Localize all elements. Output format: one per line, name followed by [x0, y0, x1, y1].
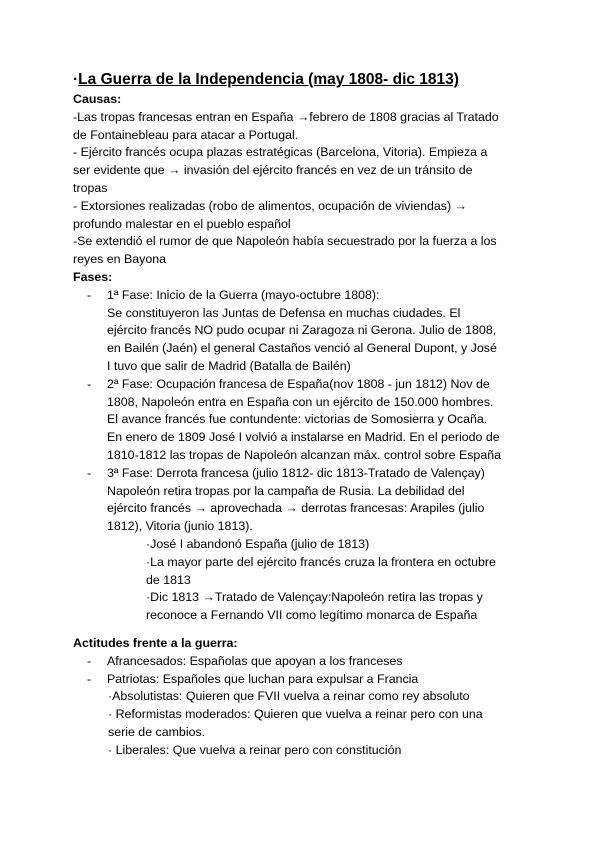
- actitudes-heading: Actitudes frente a la guerra:: [73, 635, 238, 650]
- fase-line: 1810-1812 las tropas de Napoleón alcanzan máx. control sobre España: [107, 447, 502, 462]
- document-page: [73, 70, 543, 759]
- patriotas-subpoint: ·Absolutistas: Quieren que FVII vuelva a reinar como rey absoluto: [108, 689, 470, 704]
- causas-line: - Extorsiones realizadas (robo de alimentos, ocupación de viviendas) →: [73, 198, 467, 213]
- causas-line: -Se extendió el rumor de que Napoleón había secuestrado por la fuerza a los: [73, 234, 497, 249]
- list-bullet: -: [87, 671, 92, 686]
- patriotas-subpoint: · Reformistas moderados: Quieren que vuelva a reinar pero con una: [108, 707, 483, 722]
- fase-line: 1808, Napoleón entra en España con un ejército de 150.000 hombres.: [107, 394, 494, 409]
- fases-list: [73, 287, 543, 625]
- list-bullet: -: [87, 653, 92, 668]
- fase-item-3: [73, 465, 543, 536]
- causas-line: ser evidente que → invasión del ejército francés en vez de un tránsito de: [73, 163, 473, 178]
- causas-line: tropas: [73, 180, 108, 195]
- subpoint-line: ·La mayor parte del ejército francés cruza la frontera en octubre: [146, 554, 496, 569]
- causas-section: [73, 109, 543, 269]
- fase-item-1: [73, 287, 543, 376]
- subpoint-line: ·Dic 1813 →Tratado de Valençay:Napoleón retira las tropas y: [146, 590, 483, 605]
- list-bullet: -: [87, 465, 92, 480]
- causas-line: profundo malestar en el pueblo español: [73, 216, 291, 231]
- causas-line: - Ejército francés ocupa plazas estratégicas (Barcelona, Vitoria). Empieza a: [73, 145, 488, 160]
- list-bullet: -: [87, 287, 92, 302]
- fases-heading: Fases:: [73, 269, 113, 284]
- fase-line: 2ª Fase: Ocupación francesa de España(nov 1808 - jun 1812) Nov de: [107, 376, 490, 391]
- fase-line: Se constituyeron las Juntas de Defensa en muchas ciudades. El: [107, 305, 461, 320]
- fase-line: 1812), Vitoria (junio 1813).: [107, 519, 253, 534]
- causas-heading: Causas:: [73, 92, 122, 106]
- subpoint-line: ·José I abandonó España (julio de 1813): [146, 536, 370, 551]
- subpoint-line: de 1813: [146, 572, 191, 587]
- fase-line: En enero de 1809 José I volvió a instalarse en Madrid. En el periodo de: [107, 430, 500, 445]
- fase-line: Napoleón retira tropas por la campaña de Rusia. La debilidad del: [107, 483, 465, 498]
- causas-line: de Fontainebleau para atacar a Portugal.: [73, 127, 299, 142]
- actitud-text: Patriotas: Españoles que luchan para expulsar a Francia: [107, 671, 419, 686]
- causas-line: -Las tropas francesas entran en España →febrero de 1808 gracias al Tratado: [73, 109, 499, 124]
- patriotas-subpoint: serie de cambios.: [108, 724, 206, 739]
- fase-line: ejército francés NO pudo ocupar ni Zaragoza ni Gerona. Julio de 1808,: [107, 323, 497, 338]
- title-dot: ·: [73, 71, 79, 88]
- fase-line: en Bailén (Jaén) el general Castaños venció al General Dupont, y José: [107, 341, 497, 356]
- actitudes-list: [73, 653, 543, 760]
- fase-line: ejército francés → aprovechada → derrotas francesas: Arapiles (julio: [107, 501, 485, 516]
- actitud-item: [73, 671, 543, 689]
- fase-3-subpoints: [73, 536, 543, 625]
- actitud-text: Afrancesados: Españolas que apoyan a los franceses: [107, 653, 403, 668]
- fase-line: El avance francés fue contundente: victorias de Somosierra y Ocaña.: [107, 412, 488, 427]
- fase-line: 1ª Fase: Inicio de la Guerra (mayo-octubre 1808):: [107, 287, 380, 302]
- document-title: [73, 70, 543, 90]
- fase-item-2: [73, 376, 543, 465]
- patriotas-subpoint: · Liberales: Que vuelva a reinar pero con constitución: [108, 742, 402, 757]
- actitud-item: [73, 653, 543, 671]
- list-bullet: -: [87, 376, 92, 391]
- subpoint-line: reconoce a Fernando VII como legítimo monarca de España: [146, 608, 478, 623]
- fase-line: 3ª Fase: Derrota francesa (julio 1812- dic 1813-Tratado de Valençay): [107, 465, 485, 480]
- fase-line: I tuvo que salir de Madrid (Batalla de Bailén): [107, 358, 351, 373]
- title-text: La Guerra de la Independencia (may 1808- dic 1813): [78, 71, 459, 88]
- causas-line: reyes en Bayona: [73, 252, 166, 267]
